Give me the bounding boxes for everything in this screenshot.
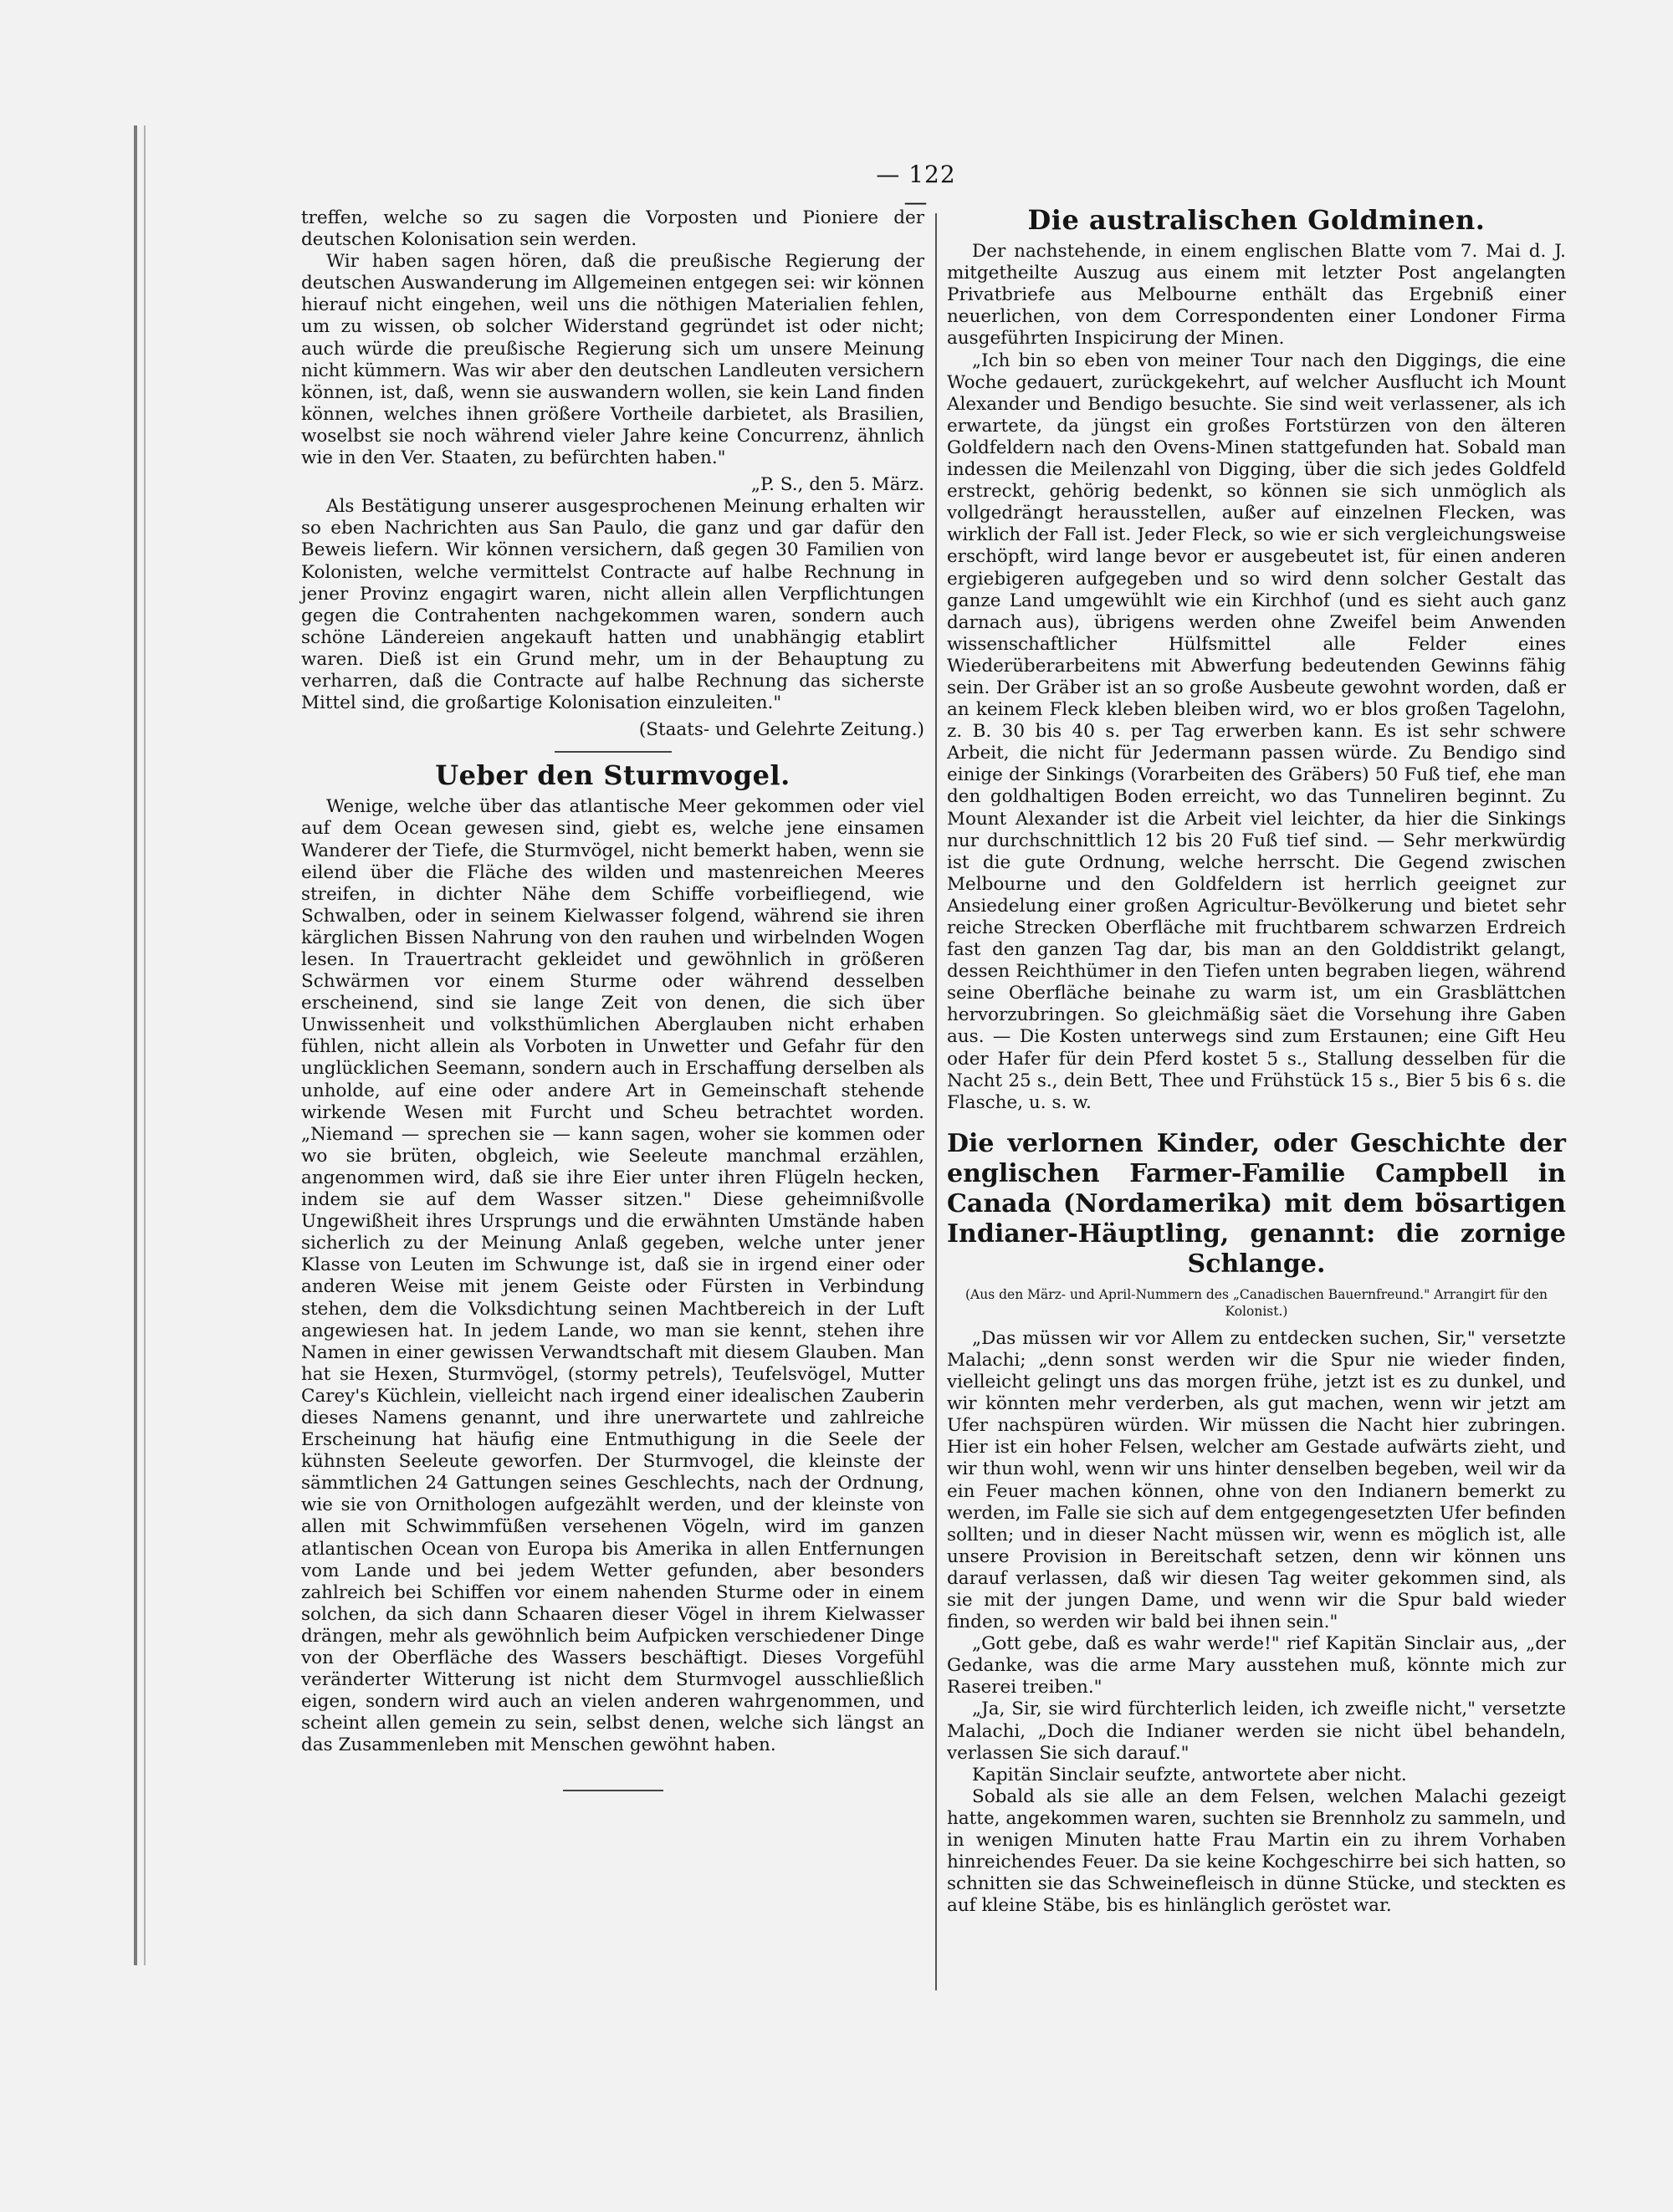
binding-edge-rule [134, 125, 137, 1965]
story-paragraph: „Das müssen wir vor Allem zu entdecken suchen, Sir," versetzte Malachi; „denn sonst werden wir die Spur nie wieder finden, vielleicht gelingt uns das morgen frühe, jetzt ist es zu dunkel, und wir könnten mehr verderben, als gut machen, wenn wir jetzt am Ufer nachspüren würden. Wir müssen die Nacht hier zubringen. Hier ist ein hoher Felsen, welcher am Gestade aufwärts zieht, und wir thun wohl, wenn wir uns hinter denselben begeben, weil wir da ein Feuer machen können, ohne von den Indianern bemerkt zu werden, im Falle sie sich auf dem entgegengesetzten Ufer befinden sollten; und in dieser Nacht müssen wir, wenn es möglich ist, alle unsere Provision in Bereitschaft setzen, denn wir können uns darauf verlassen, daß wir diesen Tag weiter gekommen sind, als sie mit der jungen Dame, und wenn wir die Spur bald wieder finden, so werden wir bald bei ihnen sein." [947, 1327, 1566, 1633]
story-paragraph: „Ja, Sir, sie wird fürchterlich leiden, ich zweifle nicht," versetzte Malachi, „Doch die Indianer werden sie nicht übel behandeln, verlassen Sie sich darauf." [947, 1699, 1566, 1764]
goldminen-paragraph: „Ich bin so eben von meiner Tour nach den Diggings, die eine Woche gedauert, zurückgekehrt, auf welcher Ausflucht ich Mount Alexander und Bendigo besuchte. Sie sind weit verlassener, als ich erwartete, da jüngst ein großes Fortstürzen von den älteren Goldfeldern nach den Ovens-Minen stattgefunden hat. Sobald man indessen die Meilenzahl von Digging, über die sich jedes Goldfeld erstreckt, gehörig bedenkt, so können sie sich unmöglich als vollgedrängt herausstellen, außer auf einzelnen Flecken, was wirklich der Fall ist. Jeder Fleck, so wie er sich vergleichungsweise erschöpft, wird lange bevor er ausgebeutet ist, für einen anderen ergiebigeren aufgegeben und so wird denn solcher Gestalt das ganze Land umgewühlt wie ein Kirchhof (und es sieht auch ganz darnach aus), übrigens werden ohne Zweifel beim Anwenden wissenschaftlicher Hülfsmittel alle Felder eines Wiederüberarbeitens mit Abwerfung bedeutenden Gewinns fähig sein. Der Gräber ist an so große Ausbeute gewohnt worden, daß er an keinem Fleck kleben bleiben wird, wo er blos großen Tagelohn, z. B. 30 bis 40 s. per Tag erwerben kann. Es ist sehr schwere Arbeit, die nicht für Jedermann passen würde. Zu Bendigo sind einige der Sinkings (Vorarbeiten des Gräbers) 50 Fuß tief, ehe man den goldhaltigen Boden erreicht, wo das Tunneliren beginnt. Zu Mount Alexander ist die Arbeit viel leichter, da hier die Sinkings nur durchschnittlich 12 bis 20 Fuß tief sind. — Sehr merkwürdig ist die gute Ordnung, welche herrscht. Die Gegend zwischen Melbourne und den Goldfeldern ist herrlich geeignet zur Ansiedelung einer großen Agricultur-Bevölkerung und bietet sehr reiche Strecken Oberfläche mit fruchtbarem schwarzen Erdreich fast den ganzen Tag dar, bis man an den Golddistrikt gelangt, dessen Reichthümer in den Tiefen unten begraben liegen, während seine Oberfläche beinahe zu warm ist, um ein Grasblättchen hervorzubringen. So gleichmäßig säet die Vorsehung ihre Gaben aus. — Die Kosten unterwegs sind zum Erstaunen; eine Gift Heu oder Hafer für dein Pferd kostet 5 s., Stallung desselben für die Nacht 25 s., dein Bett, Thee und Frühstück 15 s., Bier 5 bis 6 s. die Flasche, u. s. w. [947, 350, 1566, 1113]
article-title-goldminen: Die australischen Goldminen. [1027, 204, 1486, 236]
article-source-note: (Aus den März- und April-Nummern des „Canadischen Bauernfreund." Arrangirt für den Kolonist.) [965, 1286, 1548, 1319]
story-paragraph: „Gott gebe, daß es wahr werde!" rief Kapitän Sinclair aus, „der Gedanke, was die arme Mary ausstehen muß, könnte mich zur Raserei treiben." [947, 1633, 1566, 1699]
article-title-verlornen-kinder: Die verlornen Kinder, oder Geschichte der englischen Farmer-Familie Campbell in Canada (Nordamerika) mit dem bösartigen Indianer-Häuptling, genannt: die zornige Schlange. [947, 1128, 1566, 1279]
page-number: — 122 — [876, 161, 956, 216]
article-body-sturmvogel: Wenige, welche über das atlantische Meer gekommen oder viel auf dem Ocean gewesen sind, giebt es, welche jene einsamen Wanderer der Tiefe, die Sturmvögel, nicht bemerkt haben, wenn sie eilend über die Fläche des wilden und mastenreichen Meeres streifen, in dichter Nähe dem Schiffe vorbeifliegend, wie Schwalben, oder in seinem Kielwasser folgend, während sie ihren kärglichen Bissen Nahrung von den rauhen und wirbelnden Wogen lesen. In Trauertracht gekleidet und gewöhnlich in größeren Schwärmen vor einem Sturme oder während desselben erscheinend, sind sie lange Zeit von denen, die sich über Unwissenheit und volksthümlichen Aberglauben nicht erhaben fühlen, nicht allein als Vorboten in Unwetter und Gefahr für den unglücklichen Seemann, sondern auch in Erschaffung derselben als unholde, auf eine oder andere Art in Gemeinschaft stehende wirkende Wesen mit Furcht und Scheu betrachtet worden. „Niemand — sprechen sie — kann sagen, woher sie kommen oder wo sie brüten, obgleich, wie Seeleute manchmal erzählen, angenommen wird, daß sie ihre Eier unter ihren Flügeln hecken, indem sie auf dem Wasser sitzen." Diese geheimnißvolle Ungewißheit ihres Ursprungs und die erwähnten Umstände haben sicherlich zu der Meinung Anlaß gegeben, welche unter jener Klasse von Leuten im Schwunge ist, daß sie in irgend einer oder anderen Weise mit jenem Geiste oder Fürsten in Verbindung stehen, dem die Volksdichtung seinen Machtbereich in der Luft angewiesen hat. In jedem Lande, wo man sie kennt, stehen ihre Namen in einer gewissen Verwandtschaft mit diesem Glauben. Man hat sie Hexen, Sturmvögel, (stormy petrels), Teufelsvögel, Mutter Carey's Küchlein, vielleicht nach irgend einer idealischen Zauberin dieses Namens genannt, und ihre unerwartete und zahlreiche Erscheinung hat häufig eine Entmuthigung in die Seele der kühnsten Seeleute geworfen. Der Sturmvogel, die kleinste der sämmtlichen 24 Gattungen seines Geschlechts, nach der Ordnung, wie sie von Ornithologen aufgezählt werden, und der kleinste von allen mit Schwimmfüßen versehenen Vögeln, wird im ganzen atlantischen Ocean von Europa bis Amerika in allen Entfernungen vom Lande und bei jedem Wetter gefunden, aber besonders zahlreich bei Schiffen vor einem nahenden Sturme oder in einem solchen, da sich dann Schaaren dieser Vögel in ihrem Kielwasser drängen, mehr als gewöhnlich beim Aufpicken verschiedener Dinge von der Oberfläche des Wassers beschäftigt. Dieses Vorgefühl veränderter Witterung ist nicht dem Sturmvogel ausschließlich eigen, sondern wird auch an vielen anderen wahrgenommen, und scheint allen gemein zu sein, selbst denen, welche sich längst an das Zusammenleben mit Menschen gewöhnt haben. [301, 796, 924, 1756]
goldminen-paragraph: Der nachstehende, in einem englischen Blatte vom 7. Mai d. J. mitgetheilte Auszug aus einem mit letzter Post angelangten Privatbriefe aus Melbourne enthält das Ergebniß einer neuerlichen, von dem Correspondenten einer Londoner Firma ausgeführten Inspicirung der Minen. [947, 241, 1566, 350]
intro-paragraph: Wir haben sagen hören, daß die preußische Regierung der deutschen Auswanderung im Allgemeinen entgegen sei: wir können hierauf nicht eingehen, weil uns die nöthigen Materialien fehlen, um zu wissen, ob solcher Widerstand gegründet ist oder nicht; auch würde die preußische Regierung sich um unsere Meinung nicht kümmern. Was wir aber den deutschen Landleuten versichern können, ist, daß, wenn sie auswandern wollen, sie kein Land finden können, welches ihnen größere Vortheile darbietet, als Brasilien, woselbst sie noch während vieler Jahre keine Concurrenz, ähnlich wie in den Ver. Staaten, zu befürchten haben." [301, 251, 924, 469]
source-citation: (Staats- und Gelehrte Zeitung.) [638, 719, 924, 741]
intro-paragraph: treffen, welche so zu sagen die Vorposten und Pioniere der deutschen Kolonisation sein werden. [301, 207, 924, 251]
end-separator [563, 1790, 663, 1791]
column-divider [935, 213, 937, 1990]
left-column [301, 207, 924, 1791]
section-separator [555, 751, 672, 753]
ps-paragraph: Als Bestätigung unserer ausgesprochenen Meinung erhalten wir so eben Nachrichten aus San Paulo, die ganz und gar dafür den Beweis liefern. Wir können versichern, daß gegen 30 Familien von Kolonisten, welche vermittelst Contracte auf halbe Rechnung in jener Provinz engagirt waren, nicht allein allen Verpflichtungen gegen die Contrahenten nachgekommen waren, sondern auch schöne Ländereien angekauft hatten und unabhängig etablirt waren. Dieß ist ein Grund mehr, um in der Behauptung zu verharren, daß die Contracte auf halbe Rechnung das sicherste Mittel sind, die großartige Kolonisation einzuleiten." [301, 496, 924, 714]
binding-edge-rule-inner [144, 125, 146, 1965]
ps-dateline: „P. S., den 5. März. [750, 474, 924, 496]
article-title-sturmvogel: Ueber den Sturmvogel. [435, 759, 790, 792]
story-paragraph: Kapitän Sinclair seufzte, antwortete aber nicht. [972, 1764, 1407, 1785]
story-paragraph: Sobald als sie alle an dem Felsen, welchen Malachi gezeigt hatte, angekommen waren, suchten sie Brennholz zu sammeln, und in wenigen Minuten hatte Frau Martin ein zu ihrem Vorhaben hinreichendes Feuer. Da sie keine Kochgeschirre bei sich hatten, so schnitten sie das Schweinefleisch in dünne Stücke, und steckten es auf kleine Stäbe, bis es hinlänglich geröstet war. [947, 1785, 1566, 1917]
right-column [947, 204, 1566, 1917]
